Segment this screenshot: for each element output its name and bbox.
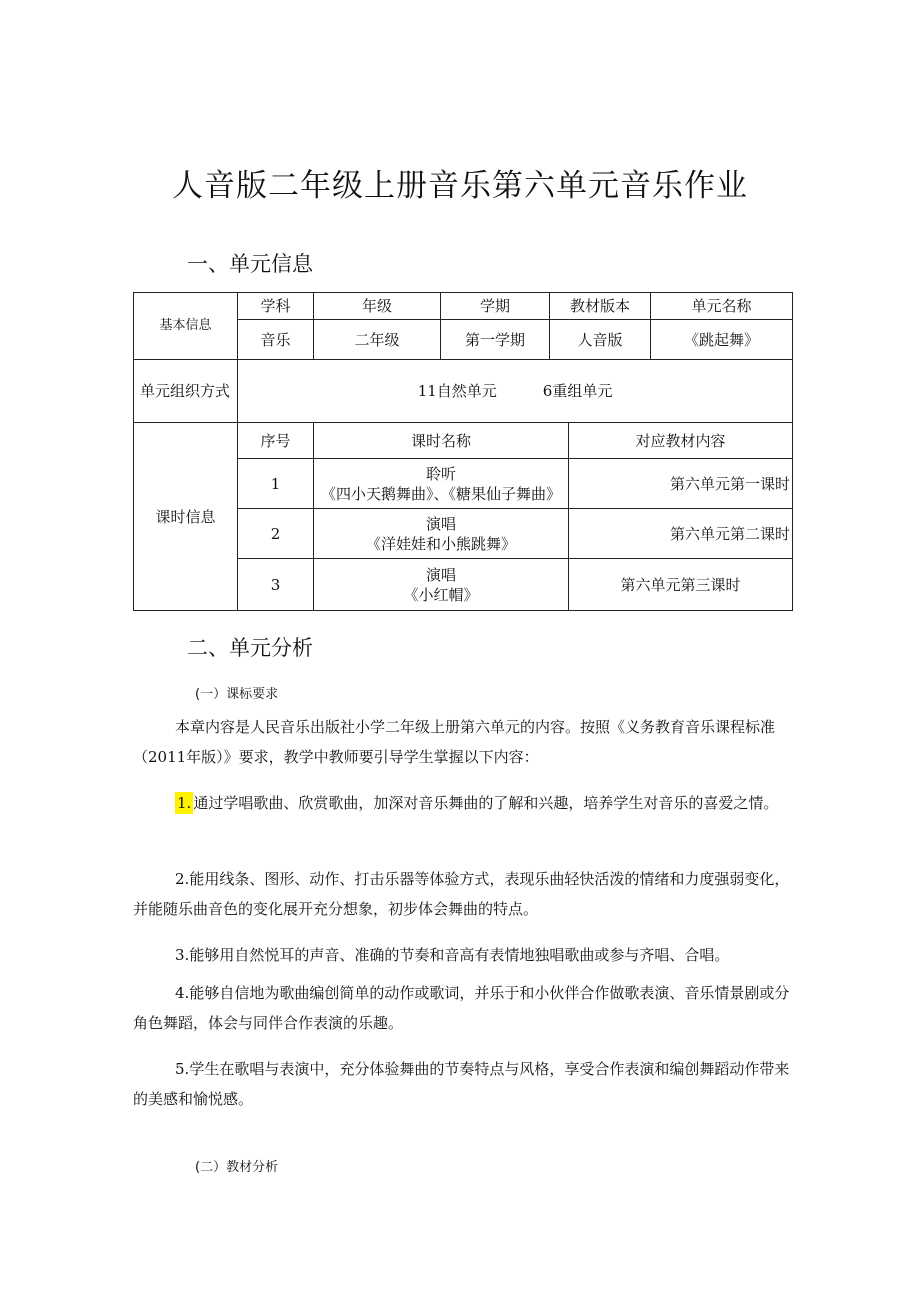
value-subject: 音乐: [238, 320, 314, 360]
header-term: 学期: [441, 293, 550, 320]
subheading-curriculum-standard: (一）课标要求: [195, 687, 279, 702]
item-text: 通过学唱歌曲、欣赏歌曲，加深对音乐舞曲的了解和兴趣，培养学生对音乐的喜爱之情。: [193, 794, 779, 812]
lesson-content: 第六单元第二课时: [569, 509, 793, 559]
header-edition: 教材版本: [550, 293, 651, 320]
lesson-name: [314, 459, 569, 509]
item-number: 2.: [175, 870, 190, 888]
item-number-highlighted: 1.: [177, 794, 192, 812]
value-edition: 人音版: [550, 320, 651, 360]
section-heading-unit-info: 一、单元信息: [187, 252, 313, 276]
org-natural-unit: 11自然单元: [417, 382, 497, 400]
item-number: 5.: [175, 1060, 190, 1078]
lesson-no: 3: [238, 559, 314, 611]
lesson-title: 《洋娃娃和小熊跳舞》: [365, 534, 516, 553]
lesson-type: 演唱: [425, 565, 456, 584]
subheading-textbook-analysis: (二）教材分析: [195, 1160, 279, 1175]
item-number: 4.: [175, 984, 190, 1002]
org-method-label: 单元组织方式: [134, 360, 238, 423]
header-subject: 学科: [238, 293, 314, 320]
lesson-name: [314, 559, 569, 611]
item-number: 3.: [175, 946, 190, 964]
lesson-title: 《四小天鹅舞曲》、《糖果仙子舞曲》: [320, 484, 561, 503]
org-regroup-unit: 6重组单元: [542, 382, 613, 400]
lesson-title: 《小红帽》: [403, 585, 479, 604]
basic-info-label: 基本信息: [134, 293, 238, 360]
lesson-content: 第六单元第三课时: [569, 559, 793, 611]
value-unit-name: 《跳起舞》: [651, 320, 793, 360]
header-lesson-name: 课时名称: [314, 423, 569, 459]
requirement-item: [133, 788, 799, 818]
requirement-item: [133, 864, 799, 924]
header-grade: 年级: [314, 293, 441, 320]
value-grade: 二年级: [314, 320, 441, 360]
unit-info-table: [133, 292, 793, 611]
requirement-item: [133, 978, 799, 1038]
header-unit-name: 单元名称: [651, 293, 793, 320]
section-heading-unit-analysis: 二、单元分析: [187, 636, 313, 660]
header-lesson-no: 序号: [238, 423, 314, 459]
org-method-value: [238, 360, 793, 423]
item-text: 能够用自然悦耳的声音、准确的节奏和音高有表情地独唱歌曲或参与齐唱、合唱。: [189, 946, 730, 964]
requirement-item: [133, 940, 813, 970]
item-text: 能用线条、图形、动作、打击乐器等体验方式，表现乐曲轻快活泼的情绪和力度强弱变化，并能随乐曲音色的变化展开充分想象，初步体会舞曲的特点。: [133, 870, 790, 918]
lesson-content: 第六单元第一课时: [569, 459, 793, 509]
lesson-no: 2: [238, 509, 314, 559]
header-lesson-content: 对应教材内容: [569, 423, 793, 459]
value-term: 第一学期: [441, 320, 550, 360]
item-text: 学生在歌唱与表演中，充分体验舞曲的节奏特点与风格，享受合作表演和编创舞蹈动作带来的美感和愉悦感。: [133, 1060, 790, 1108]
requirement-item: [133, 1054, 799, 1114]
intro-paragraph: 本章内容是人民音乐出版社小学二年级上册第六单元的内容。按照《义务教育音乐课程标准（2011年版）》要求，教学中教师要引导学生掌握以下内容：: [133, 718, 776, 766]
lesson-name: [314, 509, 569, 559]
lesson-type: 聆听: [425, 464, 456, 483]
lesson-type: 演唱: [425, 514, 456, 533]
lesson-no: 1: [238, 459, 314, 509]
document-title: 人音版二年级上册音乐第六单元音乐作业: [172, 168, 748, 204]
item-text: 能够自信地为歌曲编创简单的动作或歌词，并乐于和小伙伴合作做歌表演、音乐情景剧或分角色舞蹈，体会与同伴合作表演的乐趣。: [133, 984, 790, 1032]
lesson-info-label: 课时信息: [134, 423, 238, 611]
